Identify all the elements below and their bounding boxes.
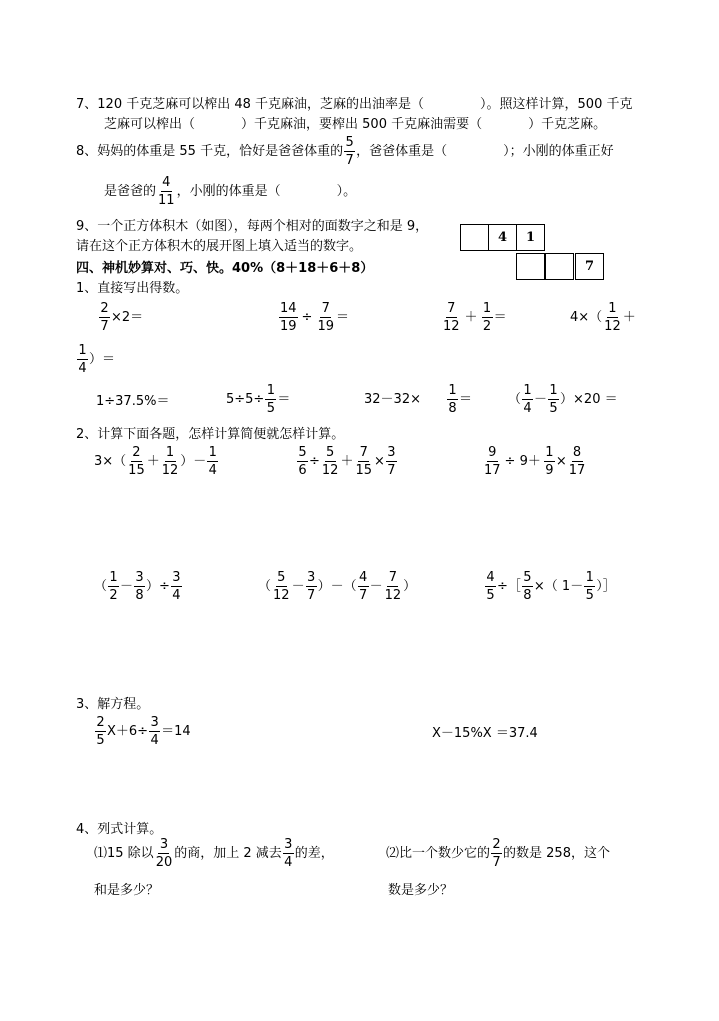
fraction-denominator: 17 bbox=[484, 463, 501, 478]
fraction-denominator: 9 bbox=[545, 463, 554, 478]
fraction-numerator: 2 bbox=[492, 837, 501, 852]
fraction-denominator: 12 bbox=[273, 588, 290, 603]
question-9-line-1: 9、一个正方体积木（如图），每两个相对的面数字之和是 9， bbox=[76, 219, 429, 234]
net-cell[interactable] bbox=[516, 253, 545, 280]
math-text: （ bbox=[508, 392, 522, 407]
math-text: 4×（ bbox=[570, 310, 603, 325]
fraction-denominator: 12 bbox=[384, 588, 402, 603]
math-text: ⑵比一个数少它的 bbox=[386, 846, 491, 861]
math-text: ）千克麻油，要榨出 500 千克麻油需要（ bbox=[241, 117, 483, 132]
fraction-numerator: 4 bbox=[358, 570, 368, 585]
math-text: ）×20 ＝ bbox=[560, 392, 618, 407]
fraction bbox=[108, 571, 119, 602]
fraction bbox=[482, 302, 493, 333]
section-4-title: 四、神机妙算对、巧、快。40%（8＋18＋6＋8） bbox=[76, 261, 374, 276]
fraction bbox=[279, 302, 298, 333]
math-text: ＝ bbox=[493, 310, 507, 325]
math-text: 的差， bbox=[294, 846, 334, 861]
fraction-denominator: 5 bbox=[486, 588, 495, 603]
fraction-denominator: 2 bbox=[482, 319, 492, 334]
question-7-line-1 bbox=[76, 98, 632, 111]
fraction bbox=[386, 446, 397, 477]
fraction bbox=[384, 571, 403, 602]
fraction bbox=[155, 838, 174, 869]
fraction bbox=[358, 571, 369, 602]
math-text: ÷［ bbox=[497, 579, 521, 594]
simplify-5 bbox=[258, 571, 416, 602]
math-text: ，小刚的体重是（ bbox=[176, 184, 281, 199]
direct-calc-2 bbox=[278, 302, 349, 333]
math-text: ⑴15 除以 bbox=[94, 846, 154, 861]
fraction bbox=[77, 344, 88, 375]
fraction bbox=[157, 176, 176, 207]
word-problem-1-line-2: 和是多少？ bbox=[94, 883, 160, 898]
math-text: 5÷5÷ bbox=[226, 392, 265, 407]
fraction-numerator: 1 bbox=[208, 445, 217, 460]
fraction bbox=[99, 302, 110, 333]
fraction bbox=[161, 446, 180, 477]
fraction-denominator: 7 bbox=[100, 319, 109, 334]
fraction-numerator: 3 bbox=[159, 837, 169, 852]
fraction bbox=[447, 384, 458, 415]
question-8-line-2 bbox=[104, 176, 356, 207]
word-problem-2 bbox=[386, 838, 610, 869]
direct-calc-8 bbox=[508, 384, 618, 415]
fraction-numerator: 7 bbox=[388, 570, 398, 585]
fraction-denominator: 7 bbox=[387, 463, 396, 478]
net-cell: 7 bbox=[575, 253, 604, 280]
fraction-numerator: 5 bbox=[326, 445, 335, 460]
net-cell: 4 bbox=[488, 224, 517, 251]
fraction-numerator: 8 bbox=[572, 445, 582, 460]
math-text: 3×（ bbox=[94, 454, 127, 469]
fraction bbox=[483, 446, 502, 477]
equation-1 bbox=[94, 716, 191, 747]
math-text: ）÷ bbox=[146, 579, 170, 594]
fraction-denominator: 4 bbox=[208, 463, 217, 478]
equation-2: X－15%X ＝37.4 bbox=[432, 726, 538, 741]
math-text: － bbox=[534, 392, 548, 407]
fraction-numerator: 3 bbox=[387, 445, 396, 460]
fraction bbox=[491, 838, 502, 869]
fraction-denominator: 4 bbox=[172, 588, 181, 603]
math-text: ＝ bbox=[458, 392, 472, 407]
direct-calc-5: 1÷37.5%＝ bbox=[96, 394, 170, 409]
fraction-numerator: 5 bbox=[345, 135, 354, 150]
fraction bbox=[265, 384, 276, 415]
fraction-numerator: 1 bbox=[109, 570, 118, 585]
math-text: 是爸爸的 bbox=[104, 184, 157, 199]
fraction bbox=[344, 136, 355, 167]
fraction bbox=[568, 446, 587, 477]
math-text: ）。 bbox=[336, 184, 357, 199]
fraction-denominator: 5 bbox=[585, 588, 594, 603]
fraction-numerator: 2 bbox=[100, 301, 109, 316]
fraction bbox=[316, 302, 335, 333]
fraction bbox=[548, 384, 559, 415]
math-text: ）。照这样计算，500 千克 bbox=[480, 97, 633, 112]
fraction-numerator: 7 bbox=[321, 301, 330, 316]
direct-calc-3 bbox=[441, 302, 507, 333]
fraction-numerator: 4 bbox=[162, 175, 171, 190]
fraction-denominator: 12 bbox=[321, 463, 339, 478]
direct-calc-6 bbox=[226, 384, 290, 415]
fraction-denominator: 4 bbox=[150, 733, 159, 748]
fraction-numerator: 1 bbox=[448, 383, 457, 398]
fraction bbox=[584, 571, 595, 602]
fraction-denominator: 8 bbox=[135, 588, 144, 603]
fraction-denominator: 7 bbox=[358, 588, 368, 603]
fraction-numerator: 1 bbox=[585, 570, 594, 585]
fraction-denominator: 11 bbox=[158, 193, 175, 208]
fraction-numerator: 4 bbox=[486, 570, 495, 585]
math-text: ×（ 1－ bbox=[533, 579, 584, 594]
fraction-numerator: 3 bbox=[172, 570, 181, 585]
fraction-denominator: 8 bbox=[523, 588, 532, 603]
fraction bbox=[544, 446, 555, 477]
math-text: － bbox=[120, 579, 134, 594]
fraction-denominator: 5 bbox=[549, 401, 558, 416]
part-4-heading: 4、列式计算。 bbox=[76, 822, 163, 837]
fraction-denominator: 4 bbox=[284, 855, 293, 870]
fraction-denominator: 4 bbox=[523, 401, 532, 416]
math-text: 8、妈妈的体重是 55 千克，恰好是爸爸体重的 bbox=[76, 144, 344, 159]
fraction bbox=[272, 571, 291, 602]
math-text: － bbox=[369, 579, 383, 594]
fraction-numerator: 1 bbox=[545, 445, 554, 460]
part-3-heading: 3、解方程。 bbox=[76, 697, 150, 712]
fraction-denominator: 12 bbox=[604, 319, 621, 334]
math-text: ）－ bbox=[180, 454, 207, 469]
fraction bbox=[134, 571, 145, 602]
fraction-numerator: 1 bbox=[523, 383, 532, 398]
net-cell[interactable] bbox=[545, 253, 574, 280]
fraction bbox=[283, 838, 294, 869]
math-text: X＋6÷ bbox=[107, 724, 149, 739]
fraction-numerator: 1 bbox=[165, 445, 175, 460]
fraction bbox=[297, 446, 308, 477]
math-text: ）＝ bbox=[89, 352, 116, 367]
fraction-denominator: 8 bbox=[448, 401, 457, 416]
fraction-denominator: 5 bbox=[266, 401, 275, 416]
fraction-numerator: 1 bbox=[608, 301, 617, 316]
fraction bbox=[95, 716, 106, 747]
fraction bbox=[207, 446, 218, 477]
math-text: × bbox=[555, 454, 567, 469]
fraction-denominator: 7 bbox=[345, 153, 354, 168]
fraction-denominator: 12 bbox=[161, 463, 179, 478]
part-2-heading: 2、计算下面各题，怎样计算简便就怎样计算。 bbox=[76, 427, 345, 442]
fraction-numerator: 5 bbox=[523, 570, 532, 585]
fraction bbox=[127, 446, 146, 477]
math-text: ＝14 bbox=[161, 724, 191, 739]
math-text: （ bbox=[94, 579, 108, 594]
fraction-denominator: 19 bbox=[317, 319, 334, 334]
fraction-numerator: 5 bbox=[277, 570, 286, 585]
fraction bbox=[522, 571, 533, 602]
simplify-4 bbox=[94, 571, 183, 602]
math-text: 的数是 258，这个 bbox=[503, 846, 610, 861]
fraction-denominator: 15 bbox=[355, 463, 373, 478]
fraction-denominator: 2 bbox=[109, 588, 118, 603]
math-text: × bbox=[374, 454, 385, 469]
math-text: ×2＝ bbox=[111, 310, 144, 325]
math-text: ） bbox=[403, 579, 417, 594]
fraction-numerator: 1 bbox=[482, 301, 492, 316]
math-text: ＝ bbox=[277, 392, 291, 407]
fraction-numerator: 3 bbox=[306, 570, 316, 585]
math-text: ÷ bbox=[309, 454, 320, 469]
direct-calc-4-continued bbox=[76, 344, 115, 375]
fraction-denominator: 4 bbox=[78, 361, 87, 376]
fraction-denominator: 6 bbox=[298, 463, 307, 478]
fraction bbox=[171, 571, 182, 602]
word-problem-2-line-2: 数是多少？ bbox=[388, 883, 454, 898]
direct-calc-1 bbox=[98, 302, 143, 333]
fraction-denominator: 17 bbox=[568, 463, 586, 478]
simplify-6 bbox=[484, 571, 616, 602]
fraction bbox=[354, 446, 373, 477]
question-9-line-2: 请在这个正方体积木的展开图上填入适当的数字。 bbox=[76, 239, 363, 254]
math-text: 7、120 千克芝麻可以榨出 48 千克麻油，芝麻的出油率是（ bbox=[76, 97, 425, 112]
math-text: ）］ bbox=[596, 579, 616, 594]
word-problem-1 bbox=[94, 838, 334, 869]
net-cell[interactable] bbox=[460, 224, 489, 251]
math-text: ）－（ bbox=[317, 579, 357, 594]
fraction bbox=[603, 302, 622, 333]
fraction-numerator: 2 bbox=[132, 445, 141, 460]
question-7-line-2 bbox=[104, 118, 606, 131]
math-text: ）千克芝麻。 bbox=[528, 117, 607, 132]
fraction-numerator: 1 bbox=[78, 343, 87, 358]
fraction-numerator: 14 bbox=[280, 301, 297, 316]
direct-calc-7 bbox=[364, 384, 472, 415]
math-text: ÷ bbox=[301, 310, 313, 325]
fraction-numerator: 3 bbox=[135, 570, 144, 585]
math-text: 32－32× bbox=[364, 392, 421, 407]
math-text: ÷ 9＋ bbox=[504, 454, 541, 469]
question-8-line-1 bbox=[76, 136, 614, 167]
fraction-numerator: 1 bbox=[549, 383, 558, 398]
fraction bbox=[149, 716, 160, 747]
math-text: ＋ bbox=[146, 454, 160, 469]
fraction-denominator: 5 bbox=[96, 733, 105, 748]
fraction-denominator: 19 bbox=[280, 319, 297, 334]
math-text: － bbox=[291, 579, 305, 594]
fraction bbox=[321, 446, 340, 477]
fraction bbox=[306, 571, 317, 602]
fraction-numerator: 3 bbox=[150, 715, 159, 730]
fraction-numerator: 1 bbox=[266, 383, 275, 398]
fraction-numerator: 3 bbox=[284, 837, 293, 852]
simplify-3 bbox=[482, 446, 587, 477]
math-text: （ bbox=[258, 579, 272, 594]
fraction-denominator: 7 bbox=[306, 588, 316, 603]
math-text: ）；小刚的体重正好 bbox=[503, 144, 614, 159]
direct-calc-4 bbox=[570, 302, 636, 333]
math-text: ＋ bbox=[464, 310, 478, 325]
net-cell: 1 bbox=[516, 224, 545, 251]
fraction-numerator: 9 bbox=[488, 445, 497, 460]
fraction bbox=[485, 571, 496, 602]
fraction-numerator: 7 bbox=[447, 301, 456, 316]
part-1-heading: 1、直接写出得数。 bbox=[76, 281, 189, 296]
fraction-denominator: 20 bbox=[155, 855, 173, 870]
fraction-numerator: 7 bbox=[359, 445, 368, 460]
fraction-numerator: 2 bbox=[96, 715, 105, 730]
fraction bbox=[442, 302, 461, 333]
fraction-denominator: 15 bbox=[128, 463, 145, 478]
math-text: 的商，加上 2 减去 bbox=[174, 846, 282, 861]
math-text: ＋ bbox=[622, 310, 636, 325]
fraction-denominator: 12 bbox=[443, 319, 460, 334]
math-text: 芝麻可以榨出（ bbox=[104, 117, 196, 132]
math-text: ＝ bbox=[336, 310, 350, 325]
simplify-1 bbox=[94, 446, 219, 477]
fraction-denominator: 7 bbox=[492, 855, 501, 870]
math-text: ＋ bbox=[340, 454, 354, 469]
fraction-numerator: 5 bbox=[298, 445, 307, 460]
fraction bbox=[522, 384, 533, 415]
math-text: ，爸爸体重是（ bbox=[356, 144, 448, 159]
simplify-2 bbox=[296, 446, 398, 477]
